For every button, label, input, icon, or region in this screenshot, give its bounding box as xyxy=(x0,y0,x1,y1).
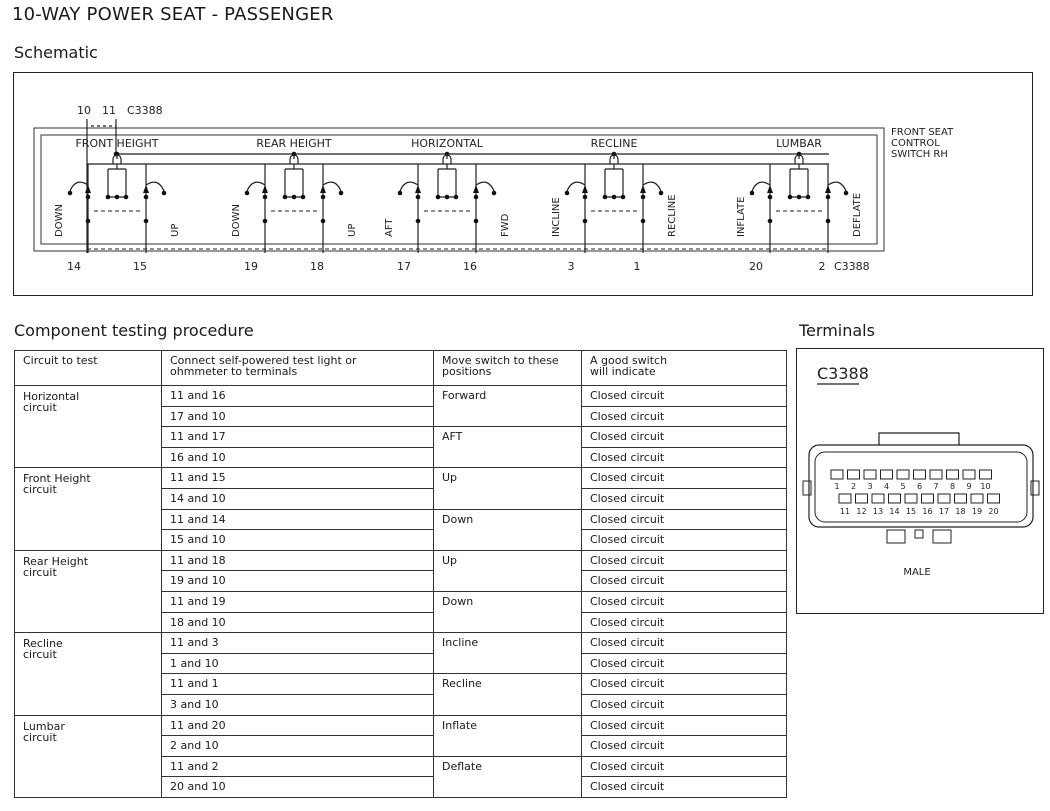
terminal-number: 10 xyxy=(980,482,991,491)
result-cell: Closed circuit xyxy=(582,571,787,592)
result-cell: Closed circuit xyxy=(582,653,787,674)
terminal-cavity xyxy=(864,470,876,479)
junction-dot xyxy=(603,195,608,200)
junction-dot xyxy=(565,191,570,196)
switch-name-line: FRONT SEAT xyxy=(891,127,954,138)
position-cell: Deflate xyxy=(434,756,582,797)
junction-dot xyxy=(492,191,497,196)
terminals-cell: 20 and 10 xyxy=(162,777,434,798)
junction-dot xyxy=(583,195,588,200)
junction-dot xyxy=(641,219,646,224)
switch-name-line: CONTROL xyxy=(891,138,940,149)
terminals-cell: 11 and 20 xyxy=(162,715,434,736)
junction-dot xyxy=(144,219,149,224)
terminal-cavity xyxy=(872,494,884,503)
pin-number: 2 xyxy=(818,260,826,273)
junction-dot xyxy=(263,219,268,224)
position-cell: Forward xyxy=(434,386,582,427)
terminal-cavity xyxy=(889,494,901,503)
position-cell: Up xyxy=(434,550,582,591)
junction-dot xyxy=(263,195,268,200)
result-cell: Closed circuit xyxy=(582,468,787,489)
junction-dot xyxy=(583,219,588,224)
pin-number: 1 xyxy=(633,260,641,273)
top-connector-id: C3388 xyxy=(127,104,163,117)
connector-key-3 xyxy=(933,530,951,543)
terminals-cell: 2 and 10 xyxy=(162,736,434,757)
junction-dot xyxy=(436,195,441,200)
terminal-cavity xyxy=(955,494,967,503)
terminal-number: 16 xyxy=(922,507,933,516)
pin-number: 19 xyxy=(244,260,258,273)
junction-dot xyxy=(621,195,626,200)
direction-label-right: DEFLATE xyxy=(852,192,863,237)
position-cell: Recline xyxy=(434,674,582,715)
terminal-number: 4 xyxy=(883,482,890,491)
contact-arrow xyxy=(143,185,149,193)
contact-arc xyxy=(247,182,265,191)
junction-dot xyxy=(124,195,129,200)
switch-name xyxy=(891,127,954,160)
direction-label-left: INCLINE xyxy=(551,197,562,237)
pin-number: 16 xyxy=(463,260,477,273)
contact-arc xyxy=(476,182,494,191)
junction-dot xyxy=(797,195,802,200)
circuit-name-cell: Horizontal circuit xyxy=(15,386,162,468)
switch-section-horizontal xyxy=(384,137,511,273)
terminal-number: 7 xyxy=(933,482,939,491)
page-title: 10-WAY POWER SEAT - PASSENGER xyxy=(12,4,334,25)
pin-number: 20 xyxy=(749,260,763,273)
connector-key-2 xyxy=(915,530,923,538)
result-cell: Closed circuit xyxy=(582,756,787,777)
terminal-number: 15 xyxy=(905,507,917,516)
contact-arrow xyxy=(415,185,421,193)
junction-dot xyxy=(321,219,326,224)
switch-label: REAR HEIGHT xyxy=(256,137,332,150)
top-pin-11: 11 xyxy=(102,104,116,117)
terminals-cell: 14 and 10 xyxy=(162,488,434,509)
junction-dot xyxy=(68,191,73,196)
position-cell: Incline xyxy=(434,633,582,674)
table-row xyxy=(15,715,787,736)
terminal-cavity xyxy=(905,494,917,503)
junction-dot xyxy=(106,195,111,200)
contact-arc xyxy=(323,182,341,191)
terminal-number: 2 xyxy=(850,482,857,491)
terminal-cavity xyxy=(839,494,851,503)
terminals-cell: 18 and 10 xyxy=(162,612,434,633)
result-cell: Closed circuit xyxy=(582,777,787,798)
direction-label-left: AFT xyxy=(384,218,395,237)
connector-gender: MALE xyxy=(903,567,931,578)
contact-arrow xyxy=(825,185,831,193)
terminal-number: 14 xyxy=(889,507,900,516)
header-indication: A good switch will indicate xyxy=(582,351,787,386)
contact-arrow xyxy=(85,185,91,193)
pin-number: 18 xyxy=(310,260,324,273)
direction-label-left: INFLATE xyxy=(736,196,747,237)
position-cell: Down xyxy=(434,591,582,632)
pin-number: 17 xyxy=(397,260,411,273)
result-cell: Closed circuit xyxy=(582,386,787,407)
table-row xyxy=(15,386,787,407)
position-cell: Up xyxy=(434,468,582,509)
switch-section-recline xyxy=(551,137,678,273)
terminal-cavity xyxy=(971,494,983,503)
connector-id-label: C3388 xyxy=(817,364,869,383)
terminal-number: 1 xyxy=(834,482,840,491)
contact-arrow xyxy=(582,185,588,193)
terminals-cell: 11 and 14 xyxy=(162,509,434,530)
junction-dot xyxy=(641,195,646,200)
switch-label: RECLINE xyxy=(590,137,638,150)
junction-dot xyxy=(115,195,120,200)
terminals-cell: 11 and 19 xyxy=(162,591,434,612)
terminals-cell: 1 and 10 xyxy=(162,653,434,674)
contact-arrow xyxy=(767,185,773,193)
result-cell: Closed circuit xyxy=(582,612,787,633)
result-cell: Closed circuit xyxy=(582,633,787,654)
terminals-cell: 11 and 18 xyxy=(162,550,434,571)
terminal-number: 5 xyxy=(900,482,906,491)
result-cell: Closed circuit xyxy=(582,447,787,468)
terminals-cell: 11 and 15 xyxy=(162,468,434,489)
table-header-row xyxy=(15,351,787,386)
terminal-cavity xyxy=(831,470,843,479)
pin-number: 15 xyxy=(133,260,147,273)
contact-arc xyxy=(400,182,418,191)
terminals-cell: 15 and 10 xyxy=(162,530,434,551)
circuit-name-cell: Front Height circuit xyxy=(15,468,162,550)
junction-dot xyxy=(826,195,831,200)
terminal-number: 8 xyxy=(949,482,956,491)
terminal-cavity xyxy=(938,494,950,503)
terminals-cell: 11 and 3 xyxy=(162,633,434,654)
bottom-connector-id: C3388 xyxy=(834,260,870,273)
junction-dot xyxy=(86,195,91,200)
junction-dot xyxy=(806,195,811,200)
result-cell: Closed circuit xyxy=(582,406,787,427)
junction-dot xyxy=(339,191,344,196)
terminal-number: 3 xyxy=(867,482,873,491)
terminals-cell: 17 and 10 xyxy=(162,406,434,427)
position-cell: AFT xyxy=(434,427,582,468)
direction-label-right: FWD xyxy=(500,213,511,237)
result-cell: Closed circuit xyxy=(582,427,787,448)
switch-section-rear-height xyxy=(231,137,358,273)
junction-dot xyxy=(445,195,450,200)
terminal-number: 13 xyxy=(872,507,884,516)
table-row xyxy=(15,468,787,489)
terminal-cavity xyxy=(988,494,1000,503)
connector-latch xyxy=(879,433,959,445)
terminal-number: 12 xyxy=(856,507,867,516)
contact-arrow xyxy=(262,185,268,193)
terminal-cavity xyxy=(897,470,909,479)
header-terminals: Connect self-powered test light or ohmmeter to terminals xyxy=(162,351,434,386)
procedure-heading: Component testing procedure xyxy=(14,321,254,340)
terminal-number: 9 xyxy=(966,482,972,491)
contact-arc xyxy=(146,182,164,191)
junction-dot xyxy=(750,191,755,196)
junction-dot xyxy=(398,191,403,196)
switch-housing-inner xyxy=(41,135,877,244)
junction-dot xyxy=(416,219,421,224)
terminal-cavity xyxy=(980,470,992,479)
contact-arc xyxy=(567,182,585,191)
contact-arrow xyxy=(320,185,326,193)
contact-arc xyxy=(70,182,88,191)
position-cell: Down xyxy=(434,509,582,550)
connector-face-svg xyxy=(797,349,1043,613)
junction-dot xyxy=(788,195,793,200)
terminals-heading: Terminals xyxy=(799,321,875,340)
junction-dot xyxy=(454,195,459,200)
table-row xyxy=(15,633,787,654)
terminal-cavity xyxy=(947,470,959,479)
switch-label: FRONT HEIGHT xyxy=(75,137,159,150)
header-circuit: Circuit to test xyxy=(15,351,162,386)
schematic-heading: Schematic xyxy=(14,43,98,62)
junction-dot xyxy=(321,195,326,200)
terminal-cavity xyxy=(963,470,975,479)
result-cell: Closed circuit xyxy=(582,509,787,530)
terminals-cell: 19 and 10 xyxy=(162,571,434,592)
terminal-cavity xyxy=(856,494,868,503)
schematic-diagram xyxy=(13,72,1033,296)
terminals-panel xyxy=(796,348,1044,614)
terminal-number: 18 xyxy=(955,507,966,516)
result-cell: Closed circuit xyxy=(582,736,787,757)
position-cell: Inflate xyxy=(434,715,582,756)
junction-dot xyxy=(416,195,421,200)
table-row xyxy=(15,550,787,571)
switch-label: LUMBAR xyxy=(776,137,822,150)
terminals-cell: 11 and 2 xyxy=(162,756,434,777)
junction-dot xyxy=(612,195,617,200)
terminal-cavity xyxy=(914,470,926,479)
junction-dot xyxy=(292,195,297,200)
connector-tab-right xyxy=(1031,481,1039,495)
terminal-number: 20 xyxy=(988,507,999,516)
result-cell: Closed circuit xyxy=(582,591,787,612)
switch-label: HORIZONTAL xyxy=(411,137,483,150)
junction-dot xyxy=(245,191,250,196)
contact-arc xyxy=(752,182,770,191)
pin-number: 3 xyxy=(567,260,575,273)
switch-section-lumbar xyxy=(736,137,863,273)
result-cell: Closed circuit xyxy=(582,550,787,571)
result-cell: Closed circuit xyxy=(582,715,787,736)
terminal-number: 11 xyxy=(839,507,851,516)
junction-dot xyxy=(162,191,167,196)
terminals-cell: 11 and 1 xyxy=(162,674,434,695)
terminal-cavity xyxy=(881,470,893,479)
schematic-svg xyxy=(14,73,1032,295)
direction-label-left: DOWN xyxy=(54,204,65,237)
terminal-cavity xyxy=(930,470,942,479)
terminals-cell: 11 and 17 xyxy=(162,427,434,448)
connector-tab-left xyxy=(803,481,811,495)
junction-dot xyxy=(768,195,773,200)
contact-arc xyxy=(828,182,846,191)
terminal-number: 6 xyxy=(916,482,923,491)
result-cell: Closed circuit xyxy=(582,488,787,509)
terminal-number: 17 xyxy=(938,507,950,516)
junction-dot xyxy=(844,191,849,196)
direction-label-right: UP xyxy=(347,223,358,237)
junction-dot xyxy=(768,219,773,224)
direction-label-right: UP xyxy=(170,223,181,237)
top-pin-10: 10 xyxy=(77,104,91,117)
circuit-name-cell: Lumbar circuit xyxy=(15,715,162,797)
junction-dot xyxy=(659,191,664,196)
direction-label-right: RECLINE xyxy=(667,194,678,237)
switch-name-line: SWITCH RH xyxy=(891,149,948,160)
junction-dot xyxy=(283,195,288,200)
direction-label-left: DOWN xyxy=(231,204,242,237)
terminal-cavity xyxy=(922,494,934,503)
header-positions: Move switch to these positions xyxy=(434,351,582,386)
terminals-cell: 11 and 16 xyxy=(162,386,434,407)
connector-key-1 xyxy=(887,530,905,543)
junction-dot xyxy=(86,219,91,224)
junction-dot xyxy=(474,219,479,224)
terminal-number: 19 xyxy=(971,507,983,516)
circuit-name-cell: Recline circuit xyxy=(15,633,162,715)
junction-dot xyxy=(144,195,149,200)
result-cell: Closed circuit xyxy=(582,530,787,551)
terminals-cell: 3 and 10 xyxy=(162,694,434,715)
junction-dot xyxy=(474,195,479,200)
contact-arc xyxy=(643,182,661,191)
switch-section-front-height xyxy=(54,137,181,273)
result-cell: Closed circuit xyxy=(582,694,787,715)
result-cell: Closed circuit xyxy=(582,674,787,695)
terminal-cavity xyxy=(848,470,860,479)
testing-procedure-table xyxy=(14,350,787,798)
contact-arrow xyxy=(640,185,646,193)
contact-arrow xyxy=(473,185,479,193)
circuit-name-cell: Rear Height circuit xyxy=(15,550,162,632)
terminals-cell: 16 and 10 xyxy=(162,447,434,468)
pin-number: 14 xyxy=(67,260,81,273)
junction-dot xyxy=(826,219,831,224)
junction-dot xyxy=(301,195,306,200)
